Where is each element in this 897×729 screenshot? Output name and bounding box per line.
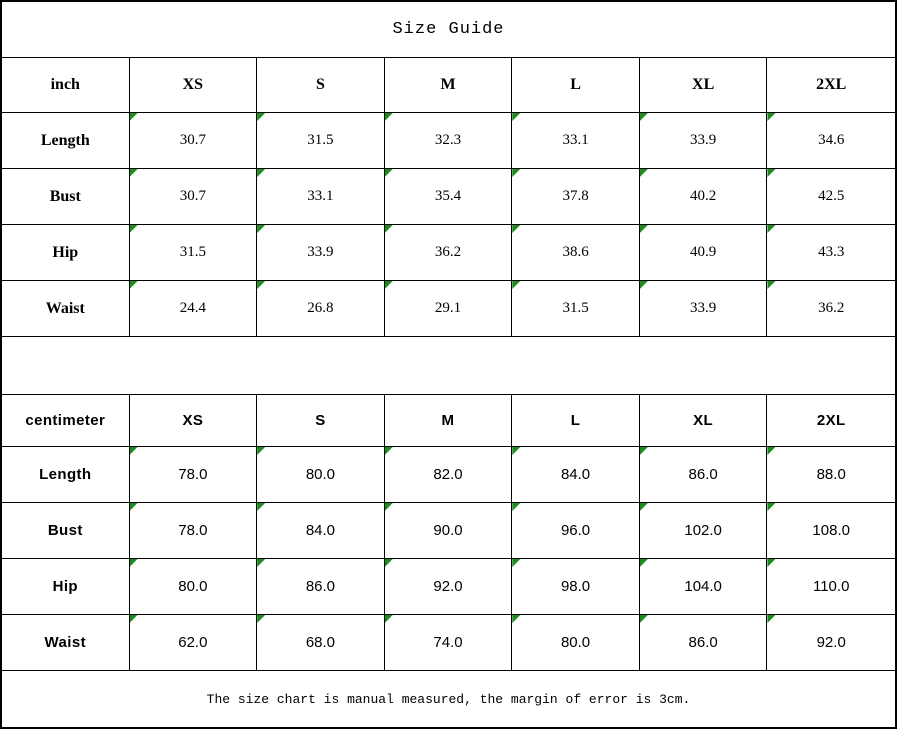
unit-header-cell: inch xyxy=(2,58,130,113)
value-cell: 84.0 xyxy=(512,447,640,503)
size-header-cell: 2XL xyxy=(767,58,895,113)
value-cell: 90.0 xyxy=(385,503,513,559)
centimeter-size-table xyxy=(2,395,895,671)
value-cell: 26.8 xyxy=(257,281,385,337)
row-label-cell: Length xyxy=(2,113,130,169)
value-cell: 30.7 xyxy=(130,113,258,169)
value-cell: 34.6 xyxy=(767,113,895,169)
row-label-cell: Bust xyxy=(2,503,130,559)
value-cell: 68.0 xyxy=(257,615,385,671)
value-cell: 43.3 xyxy=(767,225,895,281)
value-cell: 31.5 xyxy=(257,113,385,169)
value-cell: 38.6 xyxy=(512,225,640,281)
value-cell: 40.2 xyxy=(640,169,768,225)
value-cell: 29.1 xyxy=(385,281,513,337)
value-cell: 98.0 xyxy=(512,559,640,615)
value-cell: 31.5 xyxy=(512,281,640,337)
size-header-cell: 2XL xyxy=(767,395,895,447)
value-cell: 37.8 xyxy=(512,169,640,225)
value-cell: 92.0 xyxy=(385,559,513,615)
value-cell: 24.4 xyxy=(130,281,258,337)
measurement-note: The size chart is manual measured, the margin of error is 3cm. xyxy=(206,691,691,707)
spacer-row xyxy=(2,337,895,395)
value-cell: 80.0 xyxy=(130,559,258,615)
size-header-cell: L xyxy=(512,58,640,113)
unit-header-cell: centimeter xyxy=(2,395,130,447)
value-cell: 80.0 xyxy=(512,615,640,671)
row-label-cell: Bust xyxy=(2,169,130,225)
size-header-cell: M xyxy=(385,395,513,447)
size-header-cell: S xyxy=(257,395,385,447)
value-cell: 35.4 xyxy=(385,169,513,225)
value-cell: 33.9 xyxy=(640,113,768,169)
value-cell: 62.0 xyxy=(130,615,258,671)
size-header-cell: XS xyxy=(130,58,258,113)
size-guide-title: Size Guide xyxy=(2,2,895,58)
value-cell: 42.5 xyxy=(767,169,895,225)
value-cell: 33.9 xyxy=(257,225,385,281)
value-cell: 82.0 xyxy=(385,447,513,503)
value-cell: 110.0 xyxy=(767,559,895,615)
value-cell: 86.0 xyxy=(257,559,385,615)
row-label-cell: Hip xyxy=(2,225,130,281)
value-cell: 31.5 xyxy=(130,225,258,281)
size-header-cell: XL xyxy=(640,58,768,113)
size-header-cell: XL xyxy=(640,395,768,447)
value-cell: 40.9 xyxy=(640,225,768,281)
value-cell: 80.0 xyxy=(257,447,385,503)
value-cell: 84.0 xyxy=(257,503,385,559)
row-label-cell: Waist xyxy=(2,615,130,671)
value-cell: 36.2 xyxy=(385,225,513,281)
size-header-cell: M xyxy=(385,58,513,113)
value-cell: 108.0 xyxy=(767,503,895,559)
value-cell: 33.1 xyxy=(257,169,385,225)
value-cell: 96.0 xyxy=(512,503,640,559)
row-label-cell: Hip xyxy=(2,559,130,615)
value-cell: 33.1 xyxy=(512,113,640,169)
inch-size-table xyxy=(2,58,895,337)
value-cell: 78.0 xyxy=(130,503,258,559)
row-label-cell: Length xyxy=(2,447,130,503)
size-header-cell: S xyxy=(257,58,385,113)
value-cell: 102.0 xyxy=(640,503,768,559)
value-cell: 36.2 xyxy=(767,281,895,337)
size-header-cell: XS xyxy=(130,395,258,447)
value-cell: 86.0 xyxy=(640,615,768,671)
value-cell: 86.0 xyxy=(640,447,768,503)
value-cell: 33.9 xyxy=(640,281,768,337)
value-cell: 104.0 xyxy=(640,559,768,615)
value-cell: 32.3 xyxy=(385,113,513,169)
value-cell: 74.0 xyxy=(385,615,513,671)
value-cell: 88.0 xyxy=(767,447,895,503)
value-cell: 92.0 xyxy=(767,615,895,671)
row-label-cell: Waist xyxy=(2,281,130,337)
value-cell: 30.7 xyxy=(130,169,258,225)
value-cell: 78.0 xyxy=(130,447,258,503)
size-header-cell: L xyxy=(512,395,640,447)
